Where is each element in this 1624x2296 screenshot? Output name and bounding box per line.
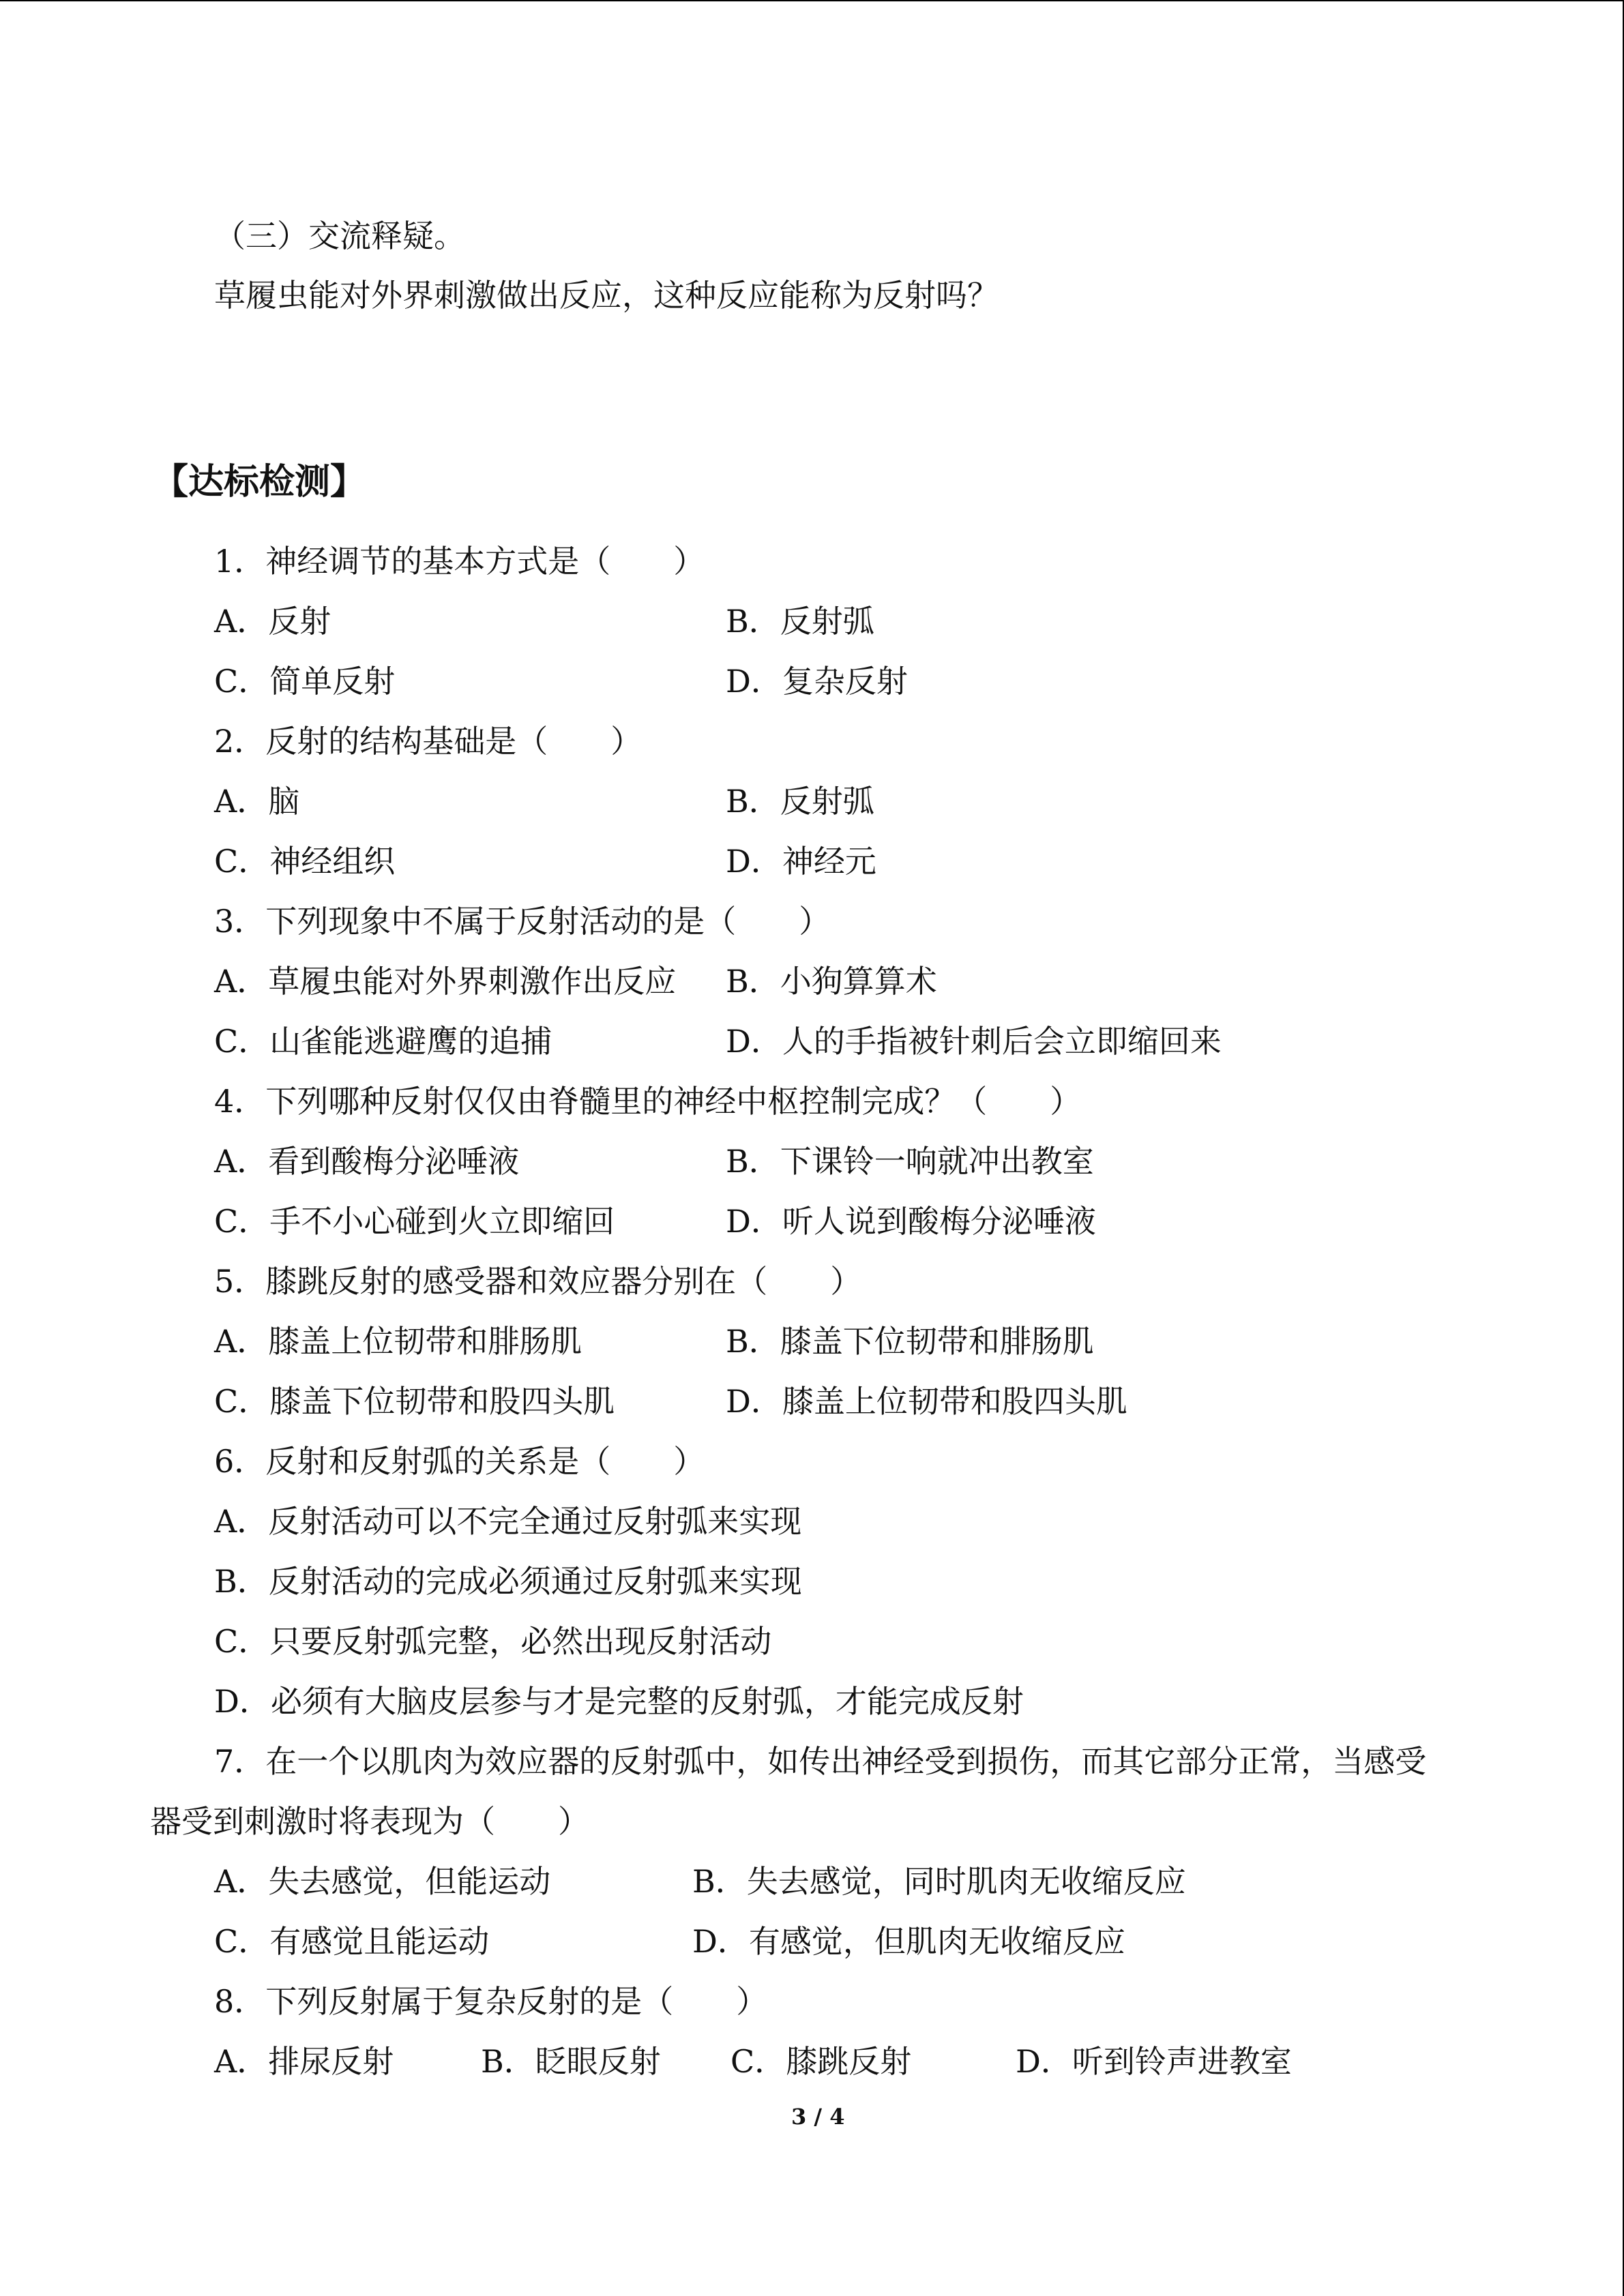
q2-stem: 2．反射的结构基础是（ ） [214,723,643,760]
q2-option-c: C．神经组织 [214,843,396,880]
section-title: （三）交流释疑。 [214,218,465,254]
q7-option-c: C．有感觉且能运动 [214,1923,490,1960]
q3-stem: 3．下列现象中不属于反射活动的是（ ） [214,903,831,940]
q7-option-b: B．失去感觉，同时肌肉无收缩反应 [692,1863,1186,1900]
q1-option-a: A．反射 [214,603,331,640]
page-number: 3 / 4 [791,2104,845,2130]
q8-option-a: A．排尿反射 [214,2043,394,2080]
test-heading: 【达标检测】 [153,461,366,503]
q6-option-b: B．反射活动的完成必须通过反射弧来实现 [214,1563,802,1600]
section-question: 草履虫能对外界刺激做出反应，这种反应能称为反射吗？ [214,277,999,314]
q7-option-a: A．失去感觉，但能运动 [214,1863,551,1900]
q7-stem-line1: 7．在一个以肌肉为效应器的反射弧中，如传出神经受到损伤，而其它部分正常，当感受 [214,1743,1427,1780]
q4-option-c: C．手不小心碰到火立即缩回 [214,1203,615,1240]
q1-stem: 1．神经调节的基本方式是（ ） [214,543,705,580]
q8-stem: 8．下列反射属于复杂反射的是（ ） [214,1983,768,2020]
q1-option-b: B．反射弧 [726,603,874,640]
q5-option-c: C．膝盖下位韧带和股四头肌 [214,1383,615,1420]
q3-option-b: B．小狗算算术 [726,963,937,1000]
q5-stem: 5．膝跳反射的感受器和效应器分别在（ ） [214,1263,862,1300]
q3-option-c: C．山雀能逃避鹰的追捕 [214,1023,552,1060]
q4-option-d: D．听人说到酸梅分泌唾液 [726,1203,1096,1240]
q1-option-c: C．简单反射 [214,663,396,700]
q5-option-a: A．膝盖上位韧带和腓肠肌 [214,1323,582,1360]
q7-option-d: D．有感觉，但肌肉无收缩反应 [692,1923,1125,1960]
q2-option-b: B．反射弧 [726,783,874,820]
q4-option-a: A．看到酸梅分泌唾液 [214,1143,520,1180]
q6-stem: 6．反射和反射弧的关系是（ ） [214,1443,705,1480]
q8-option-d: D．听到铃声进教室 [1016,2043,1292,2080]
q5-option-d: D．膝盖上位韧带和股四头肌 [726,1383,1127,1420]
q1-option-d: D．复杂反射 [726,663,908,700]
q5-option-b: B．膝盖下位韧带和腓肠肌 [726,1323,1094,1360]
q4-stem: 4．下列哪种反射仅仅由脊髓里的神经中枢控制完成？（ ） [214,1083,1082,1120]
q8-option-c: C．膝跳反射 [730,2043,912,2080]
q4-option-b: B．下课铃一响就冲出教室 [726,1143,1094,1180]
q3-option-d: D．人的手指被针刺后会立即缩回来 [726,1023,1222,1060]
q3-option-a: A．草履虫能对外界刺激作出反应 [214,963,677,1000]
q6-option-d: D．必须有大脑皮层参与才是完整的反射弧，才能完成反射 [214,1683,1024,1720]
q7-stem-line2: 器受到刺激时将表现为（ ） [150,1803,589,1840]
q6-option-a: A．反射活动可以不完全通过反射弧来实现 [214,1503,802,1540]
q8-option-b: B．眨眼反射 [481,2043,661,2080]
q2-option-d: D．神经元 [726,843,876,880]
q6-option-c: C．只要反射弧完整，必然出现反射活动 [214,1623,772,1660]
q2-option-a: A．脑 [214,783,300,820]
